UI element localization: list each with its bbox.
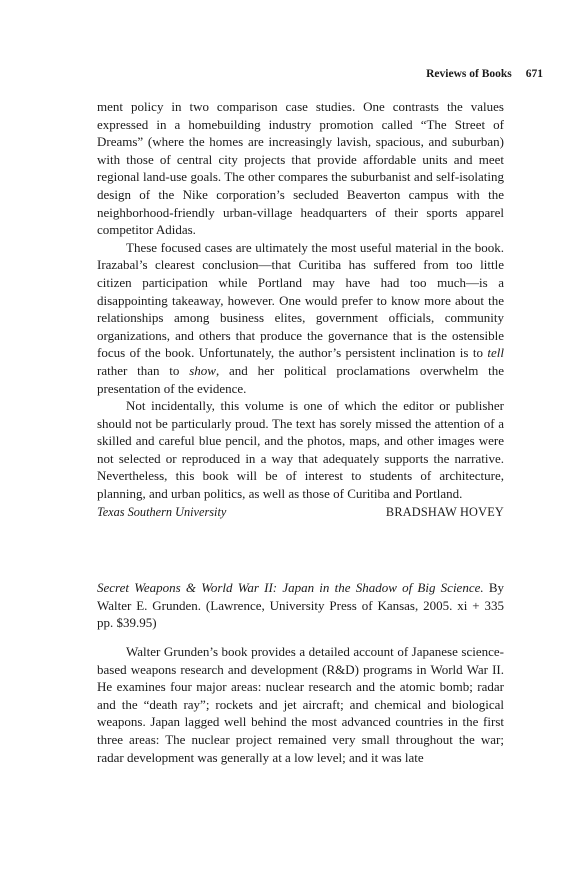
review-two-citation	[97, 579, 504, 632]
review-paragraph-2	[97, 239, 504, 397]
page-number: 671	[525, 68, 543, 80]
review-paragraph-1: ment policy in two comparison case studies. One contrasts the values expressed in a homebuilding industry promotion called “The Street of Dreams” (where the homes are increasingly lavish, spacious, and suburban) with those of central city projects that provide affordable units and meet regional land-use goals. The other compares the suburbanist and self-isolating design of the Nike corporation’s secluded Beaverton campus with the neighborhood-friendly urban-village headquarters of their sports apparel competitor Adidas.	[97, 99, 504, 238]
running-header	[426, 68, 543, 80]
emphasis-show: show	[189, 362, 216, 378]
review-two	[97, 643, 504, 766]
review-two-paragraph-1: Walter Grunden’s book provides a detailed account of Japanese science-based weapons research and development (R&D) programs in World War II. He examines four major areas: nuclear research and the atomic bomb; radar and the “death ray”; rockets and jet aircraft; and chemical and biological weapons. Japan lagged well behind the most advanced countries in the first three areas: The nuclear project remained very small throughout the war; radar development was generally at a low level; and it was late	[97, 644, 504, 765]
review-paragraph-2-end: , and her political proclamations overwhelm the presentation of the evidence.	[97, 362, 504, 396]
book-title: Secret Weapons & World War II: Japan in the Shadow of Big Science.	[97, 580, 484, 595]
citation-details: By Walter E. Grunden. (Lawrence, University Press of Kansas, 2005. xi + 335 pp. $39.95)	[97, 580, 505, 631]
reviewer-name: BRADSHAW HOVEY	[385, 504, 504, 519]
review-paragraph-3: Not incidentally, this volume is one of which the editor or publisher should not be particularly proud. The text has sorely missed the attention of a skilled and careful blue pencil, and the photos, maps, and other images were not selected or reproduced in a way that adequately supports the narrative. Nevertheless, this book will be of interest to students of architecture, planning, and urban politics, as well as those of Curitiba and Portland.	[97, 398, 504, 502]
book-citation	[97, 579, 504, 632]
emphasis-tell: tell	[487, 345, 504, 361]
review-one	[97, 98, 504, 520]
review-signature	[97, 505, 504, 520]
review-paragraph-2-mid: rather than to	[97, 362, 190, 378]
reviewer-affiliation: Texas Southern University	[97, 504, 227, 519]
running-title: Reviews of Books	[426, 68, 512, 80]
review-paragraph-2-text: These focused cases are ultimately the most useful material in the book. Irazabal’s clearest conclusion—that Curitiba has suffered from too little citizen participation while Portland may have had too much—is a disappointing takeaway, however. One would prefer to know more about the relationships among business elites, government officials, community organizations, and others that produce the governance that is the ostensible focus of the book. Unfortunately, the author’s persistent inclination is to	[97, 239, 504, 361]
